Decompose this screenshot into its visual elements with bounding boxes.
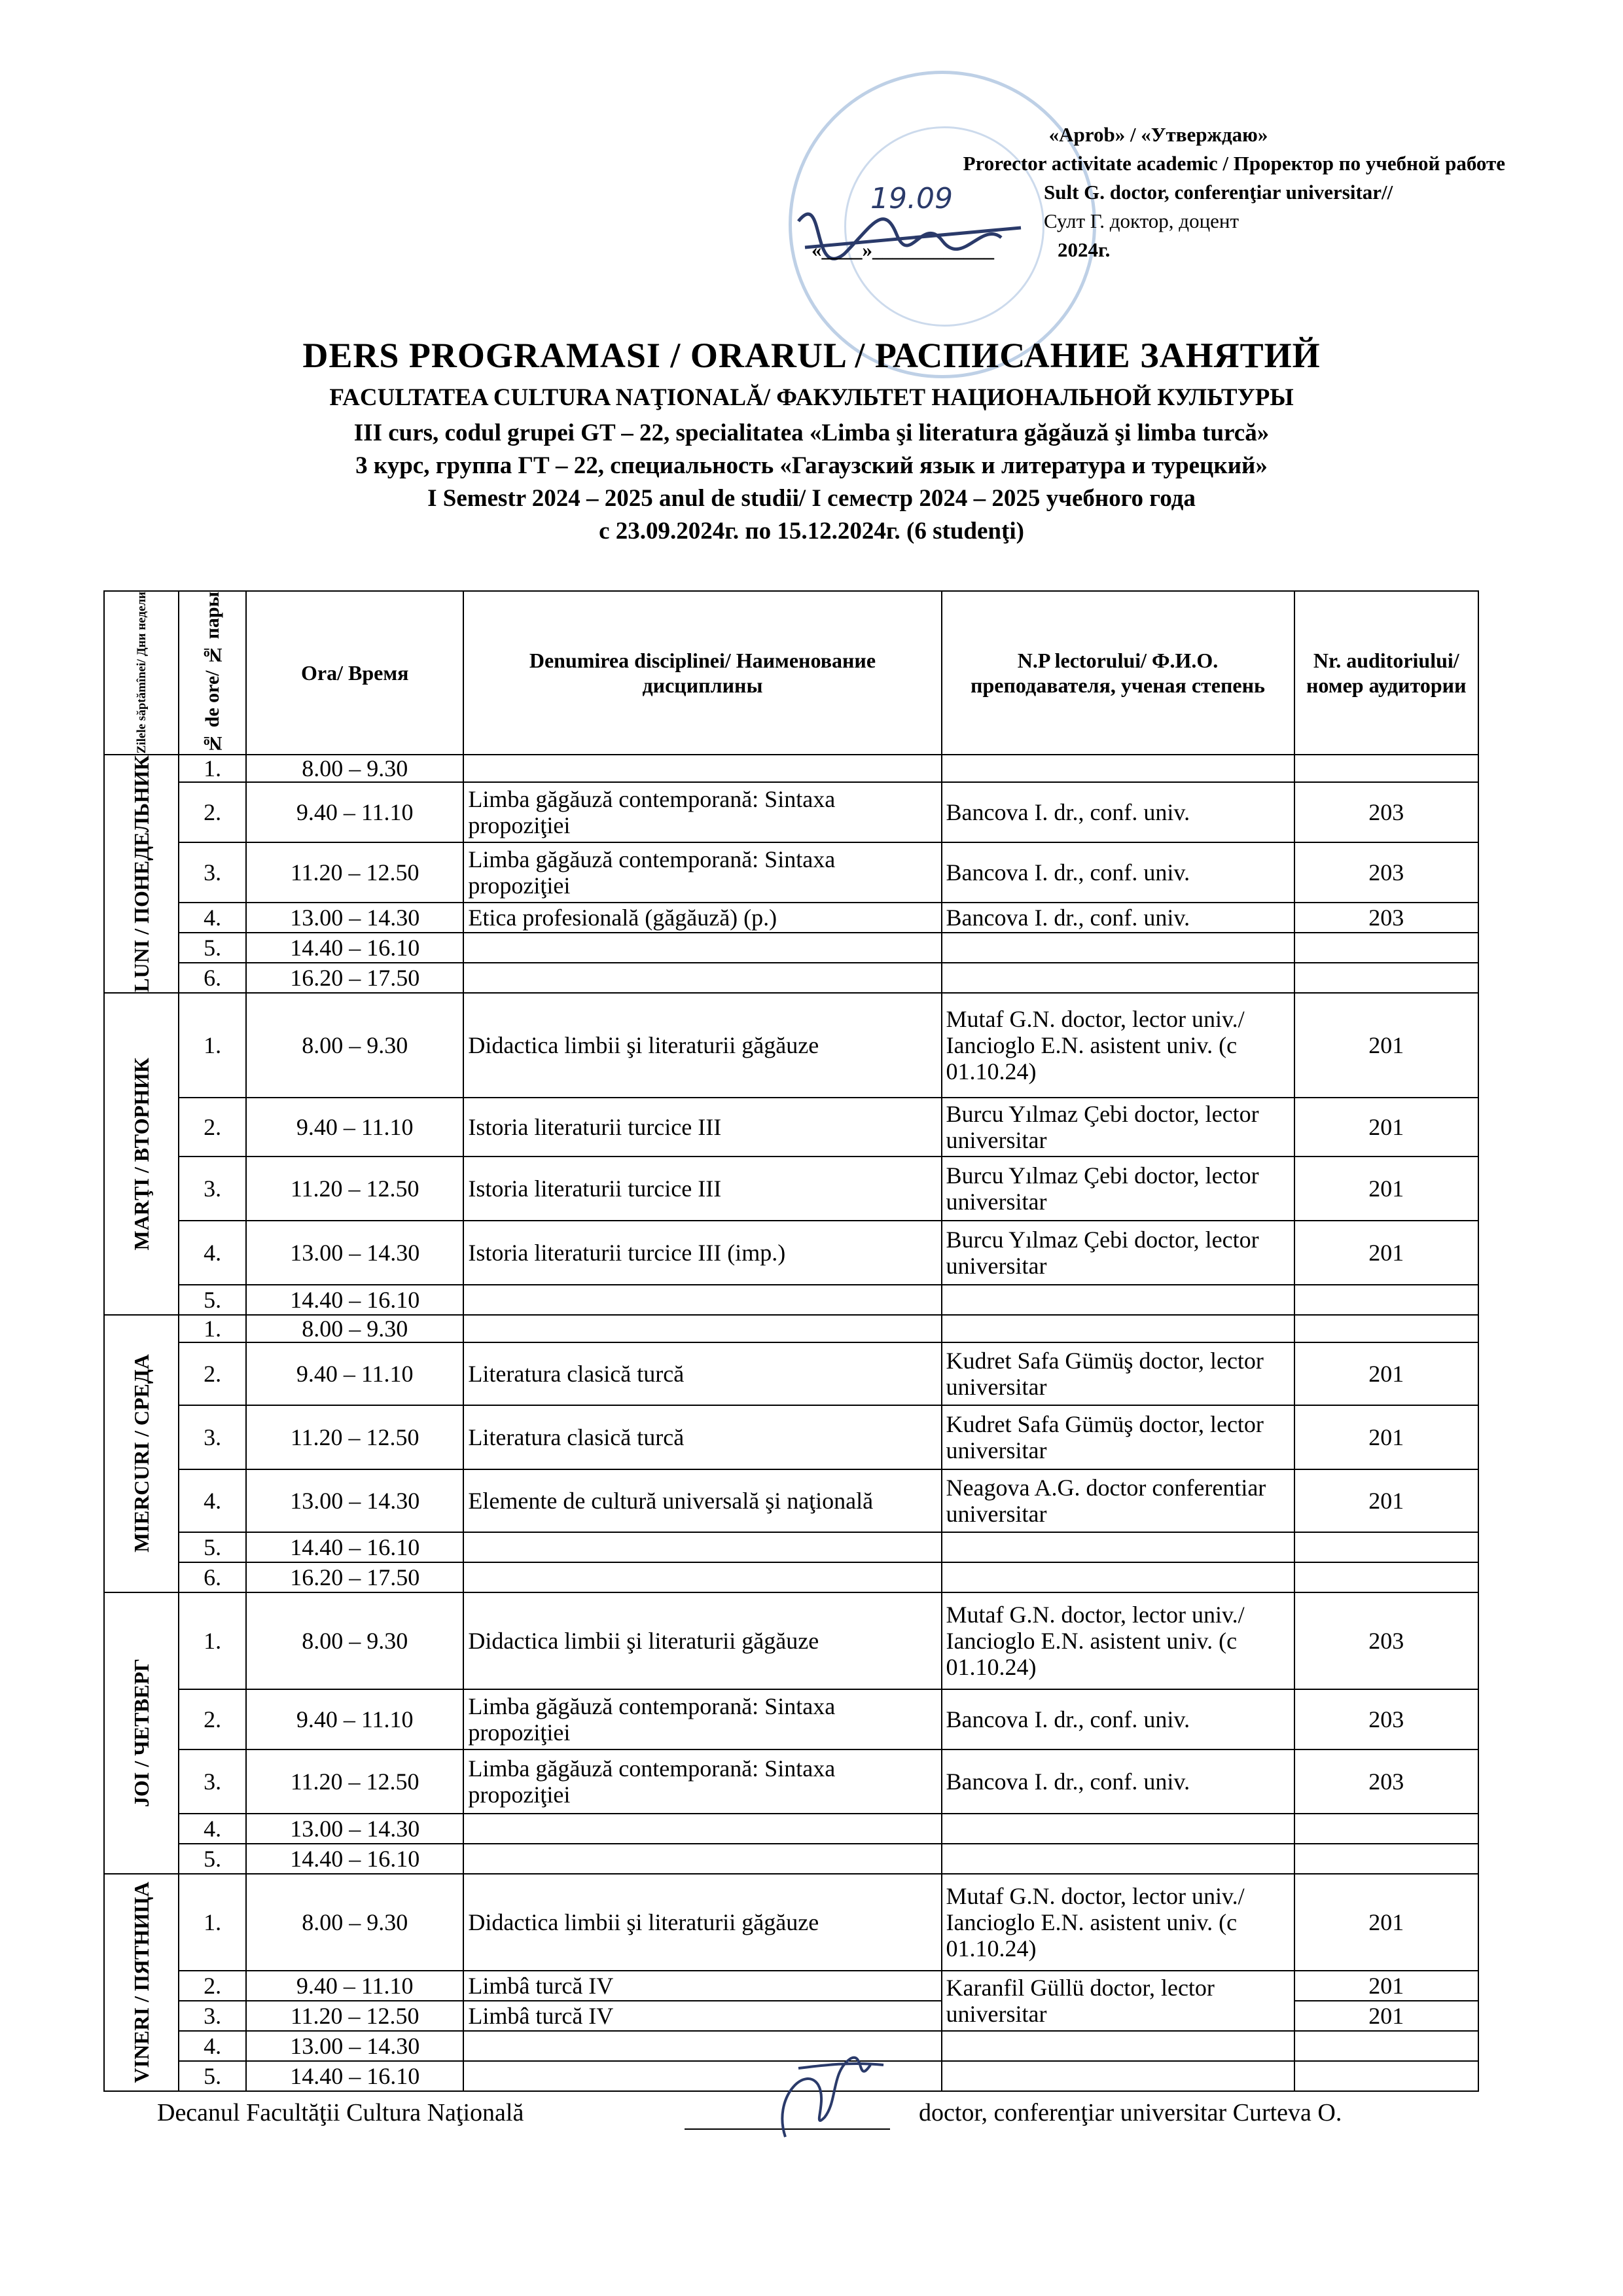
page-title: DERS PROGRAMASI / ORARUL / РАСПИСАНИЕ ЗАНЯТИЙ (302, 336, 1321, 375)
lesson-time: 13.00 – 14.30 (246, 1221, 463, 1285)
lesson-number: 3. (179, 842, 246, 903)
lesson-time: 11.20 – 12.50 (246, 1749, 463, 1814)
lecturer-name (942, 933, 1294, 963)
room-number (1294, 755, 1478, 782)
lecturer-name: Bancova I. dr., conf. univ. (942, 782, 1294, 842)
lesson-time: 8.00 – 9.30 (246, 1874, 463, 1971)
room-number: 203 (1294, 1749, 1478, 1814)
table-row (104, 842, 1478, 903)
approval-date-blank: «____»____________ (812, 238, 994, 261)
approval-date-row (812, 236, 1505, 264)
lesson-number: 4. (179, 1814, 246, 1844)
table-row (104, 1562, 1478, 1592)
discipline-name: Limba găgăuză contemporană: Sintaxa propoziţiei (463, 1689, 941, 1749)
table-row (104, 1469, 1478, 1532)
table-row (104, 1814, 1478, 1844)
lesson-time: 8.00 – 9.30 (246, 1592, 463, 1689)
discipline-name: Limba găgăuză contemporană: Sintaxa propoziţiei (463, 842, 941, 903)
lesson-number: 2. (179, 1971, 246, 2001)
room-number (1294, 1814, 1478, 1844)
room-number (1294, 2031, 1478, 2061)
lesson-time: 16.20 – 17.50 (246, 963, 463, 993)
lesson-number: 2. (179, 1342, 246, 1405)
room-number: 203 (1294, 842, 1478, 903)
discipline-name: Istoria literaturii turcice III (463, 1157, 941, 1221)
table-row (104, 903, 1478, 933)
room-number: 201 (1294, 1221, 1478, 1285)
approval-name-ru-row (812, 207, 1505, 236)
approval-name-ru: Султ Г. доктор, доцент (1044, 209, 1240, 232)
room-number: 201 (1294, 1971, 1478, 2001)
discipline-name: Etica profesională (găgăuză) (p.) (463, 903, 941, 933)
day-cell (104, 993, 179, 1315)
discipline-name (463, 933, 941, 963)
room-number: 201 (1294, 1342, 1478, 1405)
schedule-table (103, 590, 1479, 2092)
approval-name: Sult G. doctor, conferenţiar universitar// (1044, 181, 1393, 204)
lecturer-name (942, 1562, 1294, 1592)
lecturer-name: Kudret Safa Gümüş doctor, lector universitar (942, 1405, 1294, 1469)
lesson-time: 9.40 – 11.10 (246, 782, 463, 842)
table-row (104, 1874, 1478, 1971)
discipline-name: Elemente de cultură universală şi naţională (463, 1469, 941, 1532)
discipline-name (463, 1532, 941, 1562)
discipline-name: Limba găgăuză contemporană: Sintaxa propoziţiei (463, 782, 941, 842)
footer-dean-label: Decanul Facultăţii Cultura Naţională (157, 2099, 524, 2126)
room-number: 201 (1294, 2001, 1478, 2031)
lecturer-name: Bancova I. dr., conf. univ. (942, 903, 1294, 933)
day-name: MIERCURI / СРЕДА (130, 1354, 154, 1553)
lesson-time: 14.40 – 16.10 (246, 1532, 463, 1562)
lecturer-name: Burcu Yılmaz Çebi doctor, lector universitar (942, 1098, 1294, 1157)
lesson-number: 3. (179, 2001, 246, 2031)
table-row (104, 1749, 1478, 1814)
lesson-number: 2. (179, 1098, 246, 1157)
table-row (104, 1315, 1478, 1342)
room-number (1294, 933, 1478, 963)
discipline-name: Didactica limbii şi literaturii găgăuze (463, 1874, 941, 1971)
lesson-number: 1. (179, 1315, 246, 1342)
lecturer-name (942, 2061, 1294, 2091)
semester-line: I Semestr 2024 – 2025 anul de studii/ I семестр 2024 – 2025 учебного года (427, 485, 1196, 512)
lecturer-name: Neagova A.G. doctor conferentiar universitar (942, 1469, 1294, 1532)
approval-title: «Aprob» / «Утверждаю» (1048, 123, 1268, 146)
approval-position: Prorector activitate academic / Проректор по учебной работе (963, 152, 1505, 175)
day-name: VINERI / ПЯТНИЦА (130, 1882, 154, 2083)
lesson-time: 11.20 – 12.50 (246, 1157, 463, 1221)
lesson-number: 4. (179, 2031, 246, 2061)
table-row (104, 933, 1478, 963)
lesson-number: 4. (179, 1221, 246, 1285)
approval-year: 2024г. (1058, 238, 1111, 261)
room-number (1294, 1285, 1478, 1315)
table-row (104, 1971, 1478, 2001)
table-header-row (104, 591, 1478, 755)
footer-dean-name: doctor, conferenţiar universitar Curteva O. (919, 2099, 1342, 2126)
header-time: Ora/ Время (246, 591, 463, 755)
period-line: с 23.09.2024г. по 15.12.2024г. (6 studenţi) (599, 518, 1024, 545)
day-cell (104, 1874, 179, 2091)
lesson-number: 3. (179, 1157, 246, 1221)
lecturer-name (942, 2031, 1294, 2061)
room-number: 201 (1294, 1405, 1478, 1469)
approval-name-row (812, 178, 1505, 207)
table-row (104, 963, 1478, 993)
lesson-number: 3. (179, 1405, 246, 1469)
schedule-body (104, 755, 1478, 2091)
table-row (104, 993, 1478, 1098)
table-row (104, 1405, 1478, 1469)
lecturer-name (942, 963, 1294, 993)
room-number: 203 (1294, 1592, 1478, 1689)
table-row (104, 1098, 1478, 1157)
lesson-time: 13.00 – 14.30 (246, 1469, 463, 1532)
day-name: MARŢI / ВТОРНИК (130, 1057, 154, 1251)
day-cell (104, 1315, 179, 1592)
table-row (104, 1532, 1478, 1562)
day-name: LUNI / ПОНЕДЕЛЬНИК (130, 755, 154, 992)
room-number: 201 (1294, 1157, 1478, 1221)
lesson-number: 5. (179, 933, 246, 963)
lecturer-name: Mutaf G.N. doctor, lector univ./ Iancioglo E.N. asistent univ. (c 01.10.24) (942, 1592, 1294, 1689)
lecturer-name: Karanfil Güllü doctor, lector universitar (942, 1971, 1294, 2031)
lecturer-name: Kudret Safa Gümüş doctor, lector universitar (942, 1342, 1294, 1405)
lesson-number: 6. (179, 963, 246, 993)
lecturer-name: Bancova I. dr., conf. univ. (942, 842, 1294, 903)
lesson-number: 2. (179, 1689, 246, 1749)
room-number: 203 (1294, 782, 1478, 842)
lesson-time: 9.40 – 11.10 (246, 1342, 463, 1405)
lesson-time: 13.00 – 14.30 (246, 903, 463, 933)
day-cell (104, 755, 179, 993)
table-row (104, 1285, 1478, 1315)
room-number: 201 (1294, 993, 1478, 1098)
lesson-time: 16.20 – 17.50 (246, 1562, 463, 1592)
room-number: 203 (1294, 1689, 1478, 1749)
lesson-time: 13.00 – 14.30 (246, 2031, 463, 2061)
table-row (104, 1689, 1478, 1749)
discipline-name (463, 1562, 941, 1592)
lecturer-name (942, 755, 1294, 782)
discipline-name (463, 755, 941, 782)
discipline-name (463, 1814, 941, 1844)
header-room: Nr. auditoriului/ номер аудитории (1294, 591, 1478, 755)
lesson-time: 8.00 – 9.30 (246, 993, 463, 1098)
lecturer-name (942, 1814, 1294, 1844)
table-row (104, 1221, 1478, 1285)
faculty-line: FACULTATEA CULTURA NAŢIONALĂ/ ФАКУЛЬТЕТ НАЦИОНАЛЬНОЙ КУЛЬТУРЫ (329, 384, 1294, 411)
lesson-time: 11.20 – 12.50 (246, 1405, 463, 1469)
lesson-time: 8.00 – 9.30 (246, 1315, 463, 1342)
discipline-name: Istoria literaturii turcice III (imp.) (463, 1221, 941, 1285)
discipline-name (463, 963, 941, 993)
room-number: 203 (1294, 903, 1478, 933)
lesson-number: 5. (179, 1844, 246, 1874)
room-number (1294, 2061, 1478, 2091)
lecturer-name: Bancova I. dr., conf. univ. (942, 1749, 1294, 1814)
lesson-number: 2. (179, 782, 246, 842)
lesson-time: 9.40 – 11.10 (246, 1971, 463, 2001)
lecturer-name (942, 1532, 1294, 1562)
lesson-time: 14.40 – 16.10 (246, 2061, 463, 2091)
header-discipline: Denumirea disciplinei/ Наименование дисциплины (463, 591, 941, 755)
lesson-number: 5. (179, 1285, 246, 1315)
day-name: JOI / ЧЕТВЕРГ (130, 1659, 154, 1808)
lecturer-name: Burcu Yılmaz Çebi doctor, lector universitar (942, 1157, 1294, 1221)
lesson-time: 14.40 – 16.10 (246, 933, 463, 963)
lesson-number: 5. (179, 2061, 246, 2091)
lesson-time: 11.20 – 12.50 (246, 2001, 463, 2031)
lesson-number: 1. (179, 993, 246, 1098)
svg-text:19.09: 19.09 (870, 182, 953, 215)
table-row (104, 755, 1478, 782)
discipline-name: Literatura clasică turcă (463, 1342, 941, 1405)
group-line-ru: 3 курс, группа ГТ – 22, специальность «Гагаузский язык и литература и турецкий» (355, 452, 1268, 479)
room-number (1294, 963, 1478, 993)
table-row (104, 782, 1478, 842)
room-number: 201 (1294, 1469, 1478, 1532)
discipline-name: Didactica limbii şi literaturii găgăuze (463, 1592, 941, 1689)
room-number (1294, 1844, 1478, 1874)
lecturer-name (942, 1844, 1294, 1874)
discipline-name (463, 1315, 941, 1342)
room-number (1294, 1315, 1478, 1342)
discipline-name (463, 1844, 941, 1874)
room-number: 201 (1294, 1098, 1478, 1157)
discipline-name: Limba găgăuză contemporană: Sintaxa propoziţiei (463, 1749, 941, 1814)
header-num (179, 591, 246, 755)
header-day (104, 591, 179, 755)
group-line-ro: III curs, codul grupei GT – 22, specialitatea «Limba şi literatura găgăuză şi limba turcă» (353, 420, 1270, 446)
lesson-time: 14.40 – 16.10 (246, 1285, 463, 1315)
approval-block (812, 120, 1505, 264)
lesson-number: 1. (179, 1592, 246, 1689)
header-num-text: № de ore/ № пары (201, 592, 223, 754)
discipline-name: Literatura clasică turcă (463, 1405, 941, 1469)
lesson-number: 4. (179, 1469, 246, 1532)
day-cell (104, 1592, 179, 1874)
dean-signature (759, 2045, 890, 2144)
lesson-time: 8.00 – 9.30 (246, 755, 463, 782)
lesson-number: 6. (179, 1562, 246, 1592)
lecturer-name (942, 1315, 1294, 1342)
header-day-text: Zilele săptămînei/ Дни недели (134, 592, 149, 754)
table-row (104, 1844, 1478, 1874)
lecturer-name: Mutaf G.N. doctor, lector univ./ Iancioglo E.N. asistent univ. (c 01.10.24) (942, 1874, 1294, 1971)
table-row (104, 1157, 1478, 1221)
lesson-time: 9.40 – 11.10 (246, 1689, 463, 1749)
lesson-time: 11.20 – 12.50 (246, 842, 463, 903)
discipline-name: Limbâ turcă IV (463, 1971, 941, 2001)
lecturer-name (942, 1285, 1294, 1315)
lecturer-name: Mutaf G.N. doctor, lector univ./ Iancioglo E.N. asistent univ. (c 01.10.24) (942, 993, 1294, 1098)
discipline-name: Didactica limbii şi literaturii găgăuze (463, 993, 941, 1098)
lecturer-name: Bancova I. dr., conf. univ. (942, 1689, 1294, 1749)
discipline-name: Limbâ turcă IV (463, 2001, 941, 2031)
table-row (104, 1342, 1478, 1405)
room-number (1294, 1532, 1478, 1562)
lecturer-name: Burcu Yılmaz Çebi doctor, lector universitar (942, 1221, 1294, 1285)
lesson-number: 5. (179, 1532, 246, 1562)
lesson-number: 1. (179, 1874, 246, 1971)
discipline-name (463, 1285, 941, 1315)
header-lecturer: N.P lectorului/ Ф.И.О. преподавателя, ученая степень (942, 591, 1294, 755)
discipline-name: Istoria literaturii turcice III (463, 1098, 941, 1157)
room-number (1294, 1562, 1478, 1592)
lesson-time: 13.00 – 14.30 (246, 1814, 463, 1844)
lesson-number: 1. (179, 755, 246, 782)
room-number: 201 (1294, 1874, 1478, 1971)
table-row (104, 1592, 1478, 1689)
lesson-number: 4. (179, 903, 246, 933)
lesson-time: 14.40 – 16.10 (246, 1844, 463, 1874)
lesson-time: 9.40 – 11.10 (246, 1098, 463, 1157)
lesson-number: 3. (179, 1749, 246, 1814)
